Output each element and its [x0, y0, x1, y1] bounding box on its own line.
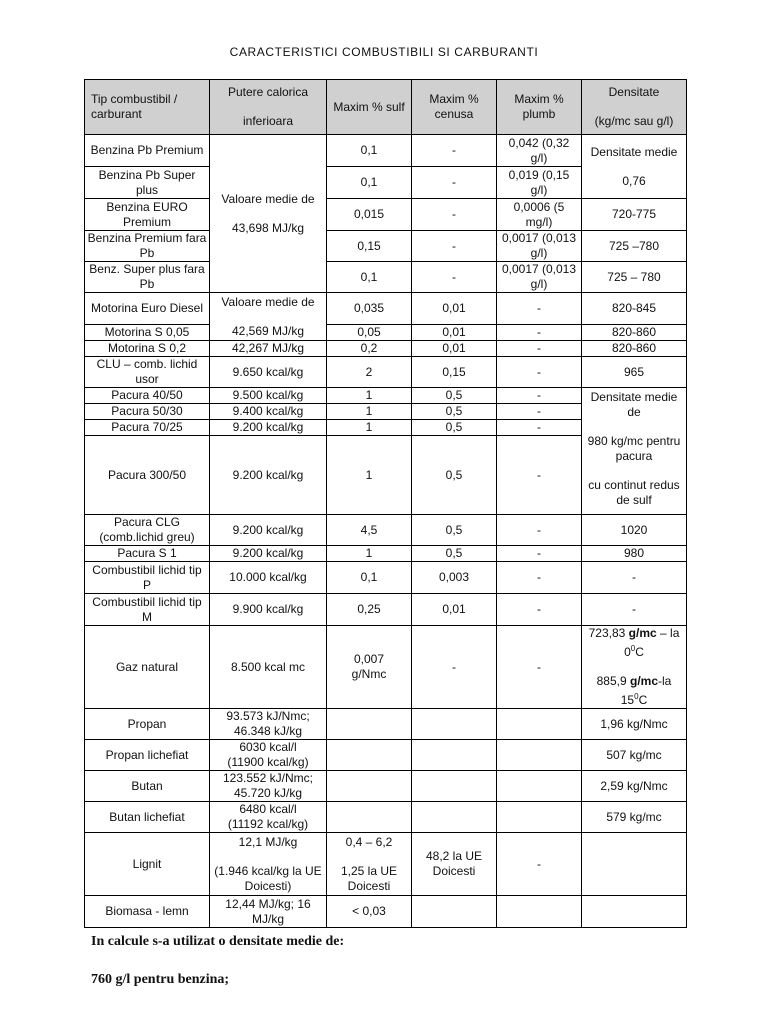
- sulfur-cell: 2: [327, 357, 412, 388]
- density-cell: 725 – 780: [582, 262, 687, 293]
- heat-value-cell: 9.200 kcal/kg: [210, 436, 327, 515]
- lead-cell: -: [497, 404, 582, 420]
- sulfur-cell: 1: [327, 404, 412, 420]
- ash-cell: -: [412, 262, 497, 293]
- ash-cell: 0,01: [412, 325, 497, 341]
- density-cell: 820-860: [582, 341, 687, 357]
- sulfur-cell: 0,25: [327, 594, 412, 626]
- ash-cell: 0,5: [412, 515, 497, 546]
- table-row: [85, 594, 687, 626]
- fuel-type-cell: Benzina Pb Premium: [85, 135, 210, 167]
- table-row: [85, 199, 687, 231]
- density-cell: 820-860: [582, 325, 687, 341]
- fuel-characteristics-table: [84, 79, 687, 928]
- lead-cell: 0,0017 (0,013 g/l): [497, 262, 582, 293]
- table-row: [85, 833, 687, 896]
- sulfur-cell: 0,1: [327, 167, 412, 199]
- sulfur-cell: 4,5: [327, 515, 412, 546]
- ash-cell: 0,5: [412, 404, 497, 420]
- density-cell: 965: [582, 357, 687, 388]
- table-row: [85, 262, 687, 293]
- table-row: [85, 135, 687, 167]
- lead-cell: 0,0006 (5 mg/l): [497, 199, 582, 231]
- ash-cell: 0,003: [412, 562, 497, 594]
- lead-cell: [497, 771, 582, 802]
- fuel-type-cell: Motorina S 0,2: [85, 341, 210, 357]
- sulfur-cell: 0,007 g/Nmc: [327, 626, 412, 709]
- table-header-row: [85, 80, 687, 135]
- fuel-type-cell: Combustibil lichid tip P: [85, 562, 210, 594]
- ash-cell: [412, 740, 497, 771]
- table-row: [85, 771, 687, 802]
- ash-cell: [412, 771, 497, 802]
- table-row: [85, 357, 687, 388]
- fuel-type-cell: Benzina EURO Premium: [85, 199, 210, 231]
- fuel-type-cell: Combustibil lichid tip M: [85, 594, 210, 626]
- sulfur-cell: 0,2: [327, 341, 412, 357]
- table-row: [85, 626, 687, 709]
- ash-cell: [412, 709, 497, 740]
- fuel-type-cell: Butan: [85, 771, 210, 802]
- lead-cell: -: [497, 562, 582, 594]
- heat-value-cell: 6480 kcal/l (11192 kcal/kg): [210, 802, 327, 833]
- header-max-sulfur: Maxim % sulf: [327, 80, 412, 135]
- density-cell: 1,96 kg/Nmc: [582, 709, 687, 740]
- fuel-type-cell: Pacura 300/50: [85, 436, 210, 515]
- sulfur-cell: 0,1: [327, 135, 412, 167]
- table-row: [85, 388, 687, 404]
- sulfur-cell: 1: [327, 388, 412, 404]
- sulfur-cell: 0,1: [327, 262, 412, 293]
- table-row: [85, 341, 687, 357]
- header-fuel-type: Tip combustibil / carburant: [85, 80, 210, 135]
- table-row: [85, 231, 687, 262]
- lead-cell: [497, 802, 582, 833]
- heat-value-cell: 9.900 kcal/kg: [210, 594, 327, 626]
- density-cell: Densitate medie 0,76: [582, 135, 687, 199]
- lead-cell: -: [497, 833, 582, 896]
- fuel-type-cell: Benz. Super plus fara Pb: [85, 262, 210, 293]
- fuel-type-cell: Butan lichefiat: [85, 802, 210, 833]
- ash-cell: -: [412, 167, 497, 199]
- sulfur-cell: [327, 802, 412, 833]
- fuel-type-cell: Pacura 40/50: [85, 388, 210, 404]
- heat-value-cell: 9.500 kcal/kg: [210, 388, 327, 404]
- note-line: In calcule s-a utilizat o densitate medie de:: [91, 934, 345, 949]
- lead-cell: [497, 709, 582, 740]
- density-cell: -: [582, 562, 687, 594]
- lead-cell: -: [497, 293, 582, 325]
- ash-cell: 0,01: [412, 594, 497, 626]
- sulfur-cell: [327, 709, 412, 740]
- heat-value-cell: 6030 kcal/l (11900 kcal/kg): [210, 740, 327, 771]
- sulfur-cell: 1: [327, 420, 412, 436]
- sulfur-cell: 1: [327, 546, 412, 562]
- table-row: [85, 802, 687, 833]
- sulfur-cell: 0,15: [327, 231, 412, 262]
- lead-cell: [497, 740, 582, 771]
- ash-cell: 0,01: [412, 341, 497, 357]
- lead-cell: -: [497, 357, 582, 388]
- heat-value-cell: 9.200 kcal/kg: [210, 515, 327, 546]
- density-cell: 579 kg/mc: [582, 802, 687, 833]
- density-cell: 1020: [582, 515, 687, 546]
- fuel-type-cell: Pacura 70/25: [85, 420, 210, 436]
- ash-cell: [412, 896, 497, 928]
- notes-section: [91, 934, 344, 1010]
- header-max-ash: Maxim % cenusa: [412, 80, 497, 135]
- lead-cell: -: [497, 388, 582, 404]
- ash-cell: 0,15: [412, 357, 497, 388]
- density-cell: -: [582, 594, 687, 626]
- sulfur-cell: 0,4 – 6,2 1,25 la UE Doicesti: [327, 833, 412, 896]
- ash-cell: 0,5: [412, 420, 497, 436]
- fuel-type-cell: Pacura 50/30: [85, 404, 210, 420]
- fuel-type-cell: Benzina Pb Super plus: [85, 167, 210, 199]
- table-row: [85, 325, 687, 341]
- fuel-type-cell: Benzina Premium fara Pb: [85, 231, 210, 262]
- heat-value-cell: 9.400 kcal/kg: [210, 404, 327, 420]
- lead-cell: -: [497, 420, 582, 436]
- fuel-type-cell: Pacura CLG (comb.lichid greu): [85, 515, 210, 546]
- density-cell: 2,59 kg/Nmc: [582, 771, 687, 802]
- lead-cell: [497, 896, 582, 928]
- lead-cell: -: [497, 594, 582, 626]
- heat-value-cell: 123.552 kJ/Nmc; 45.720 kJ/kg: [210, 771, 327, 802]
- lead-cell: -: [497, 626, 582, 709]
- sulfur-cell: 0,035: [327, 293, 412, 325]
- fuel-type-cell: Propan lichefiat: [85, 740, 210, 771]
- sulfur-cell: [327, 740, 412, 771]
- sulfur-cell: 0,1: [327, 562, 412, 594]
- sulfur-cell: [327, 771, 412, 802]
- density-cell: [582, 896, 687, 928]
- ash-cell: 0,01: [412, 293, 497, 325]
- lead-cell: 0,0017 (0,013 g/l): [497, 231, 582, 262]
- fuel-type-cell: Pacura S 1: [85, 546, 210, 562]
- ash-cell: [412, 802, 497, 833]
- heat-value-cell: 9.650 kcal/kg: [210, 357, 327, 388]
- lead-cell: -: [497, 341, 582, 357]
- heat-value-cell: 10.000 kcal/kg: [210, 562, 327, 594]
- density-cell: 820-845: [582, 293, 687, 325]
- lead-cell: -: [497, 325, 582, 341]
- ash-cell: -: [412, 626, 497, 709]
- sulfur-cell: 0,015: [327, 199, 412, 231]
- ash-cell: -: [412, 231, 497, 262]
- heat-value-cell: Valoare medie de 42,569 MJ/kg: [210, 293, 327, 341]
- lead-cell: 0,042 (0,32 g/l): [497, 135, 582, 167]
- fuel-type-cell: Biomasa - lemn: [85, 896, 210, 928]
- ash-cell: 0,5: [412, 388, 497, 404]
- ash-cell: 0,5: [412, 436, 497, 515]
- fuel-type-cell: Gaz natural: [85, 626, 210, 709]
- sulfur-cell: 0,05: [327, 325, 412, 341]
- ash-cell: 48,2 la UE Doicesti: [412, 833, 497, 896]
- table-row: [85, 515, 687, 546]
- heat-value-cell: 12,1 MJ/kg (1.946 kcal/kg la UE Doicesti): [210, 833, 327, 896]
- header-max-lead: Maxim % plumb: [497, 80, 582, 135]
- density-cell: 507 kg/mc: [582, 740, 687, 771]
- fuel-type-cell: CLU – comb. lichid usor: [85, 357, 210, 388]
- note-line: 760 g/l pentru benzina;: [91, 972, 230, 987]
- heat-value-cell: 12,44 MJ/kg; 16 MJ/kg: [210, 896, 327, 928]
- sulfur-cell: < 0,03: [327, 896, 412, 928]
- ash-cell: -: [412, 199, 497, 231]
- lead-cell: -: [497, 515, 582, 546]
- fuel-type-cell: Motorina S 0,05: [85, 325, 210, 341]
- density-cell: 980: [582, 546, 687, 562]
- density-cell: 720-775: [582, 199, 687, 231]
- table-row: [85, 709, 687, 740]
- heat-value-cell: 9.200 kcal/kg: [210, 546, 327, 562]
- table-row: [85, 562, 687, 594]
- density-cell: 725 –780: [582, 231, 687, 262]
- lead-cell: -: [497, 546, 582, 562]
- density-cell: [582, 833, 687, 896]
- density-cell: Densitate medie de 980 kg/mc pentru pacura cu continut redus de sulf: [582, 388, 687, 515]
- table-row: [85, 546, 687, 562]
- ash-cell: 0,5: [412, 546, 497, 562]
- heat-value-cell: 93.573 kJ/Nmc; 46.348 kJ/kg: [210, 709, 327, 740]
- heat-value-cell: Valoare medie de 43,698 MJ/kg: [210, 135, 327, 293]
- heat-value-cell: 9.200 kcal/kg: [210, 420, 327, 436]
- header-density: Densitate (kg/mc sau g/l): [582, 80, 687, 135]
- density-cell: 723,83 g/mc – la $0^0C$ 885,9 g/mc-la $15^0C$: [582, 626, 687, 709]
- header-heat-value: Putere calorica inferioara: [210, 80, 327, 135]
- lead-cell: 0,019 (0,15 g/l): [497, 167, 582, 199]
- fuel-type-cell: Lignit: [85, 833, 210, 896]
- fuel-type-cell: Propan: [85, 709, 210, 740]
- heat-value-cell: 8.500 kcal mc: [210, 626, 327, 709]
- lead-cell: -: [497, 436, 582, 515]
- sulfur-cell: 1: [327, 436, 412, 515]
- fuel-type-cell: Motorina Euro Diesel: [85, 293, 210, 325]
- table-row: [85, 293, 687, 325]
- ash-cell: -: [412, 135, 497, 167]
- heat-value-cell: 42,267 MJ/kg: [210, 341, 327, 357]
- document-title: CARACTERISTICI COMBUSTIBILI SI CARBURANTI: [229, 45, 539, 59]
- table-row: [85, 740, 687, 771]
- table-row: [85, 896, 687, 928]
